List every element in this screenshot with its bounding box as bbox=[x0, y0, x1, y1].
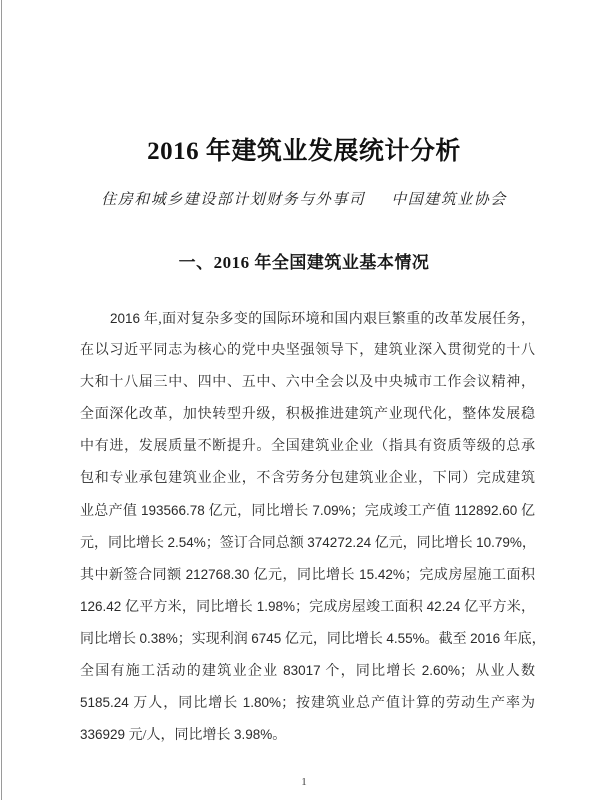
byline-organization-right: 中国建筑业协会 bbox=[391, 192, 507, 208]
paragraph-line: 其中新签合同额 212768.30 亿元，同比增长 15.42%；完成房屋施工面积 bbox=[80, 567, 536, 583]
paragraph-line: 5185.24 万人，同比增长 1.80%；按建筑业总产值计算的劳动生产率为 bbox=[80, 695, 536, 711]
page-left-edge-line bbox=[1, 0, 2, 800]
paragraph-line: 同比增长 0.38%；实现利润 6745 亿元，同比增长 4.55%。截至 2016 年底， bbox=[80, 631, 546, 647]
section-heading: 一、2016 年全国建筑业基本情况 bbox=[178, 253, 430, 272]
paragraph-line: 126.42 亿平方米，同比增长 1.98%；完成房屋竣工面积 42.24 亿平方米， bbox=[80, 599, 536, 615]
paragraph-line: 中有进，发展质量不断提升。全国建筑业企业（指具有资质等级的总承 bbox=[80, 439, 535, 454]
document-title: 2016 年建筑业发展统计分析 bbox=[147, 138, 461, 165]
paragraph-line: 2016 年,面对复杂多变的国际环境和国内艰巨繁重的改革发展任务， bbox=[110, 311, 535, 327]
paragraph-line: 全国有施工活动的建筑业企业 83017 个，同比增长 2.60%；从业人数 bbox=[80, 663, 536, 679]
paragraph-line: 包和专业承包建筑业企业，不含劳务分包建筑业企业，下同）完成建筑 bbox=[80, 471, 535, 486]
paragraph-line: 336929 元/人，同比增长 3.98%。 bbox=[80, 727, 287, 743]
byline-organization-left: 住房和城乡建设部计划财务与外事司 bbox=[101, 192, 366, 208]
paragraph-line: 在以习近平同志为核心的党中央坚强领导下，建筑业深入贯彻党的十八 bbox=[80, 343, 535, 358]
paragraph bbox=[80, 303, 546, 751]
page-number: 1 bbox=[301, 776, 307, 788]
paragraph-line: 业总产值 193566.78 亿元，同比增长 7.09%；完成竣工产值 112892.60 亿 bbox=[80, 503, 536, 519]
paragraph-line: 元，同比增长 2.54%；签订合同总额 374272.24 亿元，同比增长 10.79%， bbox=[80, 535, 536, 551]
paragraph-line: 全面深化改革，加快转型升级，积极推进建筑产业现代化，整体发展稳 bbox=[80, 407, 535, 422]
byline bbox=[0, 188, 608, 209]
paragraph-line: 大和十八届三中、四中、五中、六中全会以及中央城市工作会议精神， bbox=[80, 375, 535, 390]
